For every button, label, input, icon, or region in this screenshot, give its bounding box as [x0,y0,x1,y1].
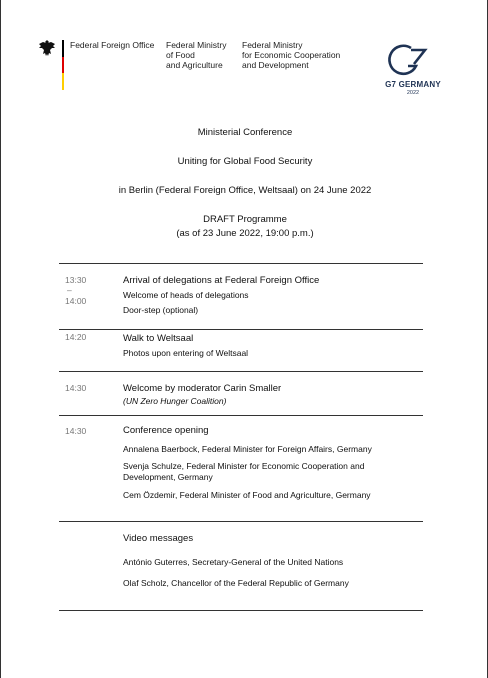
programme-item-line: Photos upon entering of Weltsaal [123,348,249,358]
time-dash: – [67,285,72,295]
conference-type: Ministerial Conference [197,127,293,138]
programme-item-line: Annalena Baerbock, Federal Minister for Foreign Affairs, Germany [123,444,372,454]
conference-location-date: in Berlin (Federal Foreign Office, Weltsaal) on 24 June 2022 [118,185,372,196]
programme-item-line: Door-step (optional) [123,305,199,315]
ministry-foreign-office: Federal Foreign Office [70,40,155,50]
programme-item-line: Development, Germany [123,472,213,482]
programme-item-line: Olaf Scholz, Chancellor of the Federal Republic of Germany [123,578,349,588]
ministry-food-agriculture: Federal Ministry of Food and Agriculture [166,40,227,70]
time-start: 14:30 [65,426,87,436]
programme-item-title: Video messages [123,533,194,544]
table-divider [59,371,423,372]
g7-year: 2022 [406,90,420,96]
programme-version: (as of 23 June 2022, 19:00 p.m.) [176,228,314,239]
programme-item-line: (UN Zero Hunger Coalition) [123,396,227,406]
german-flag-stripe [62,40,64,90]
table-divider [59,521,423,522]
time-start: 14:30 [65,383,87,393]
programme-item-line: Svenja Schulze, Federal Minister for Economic Cooperation and [123,461,365,471]
ministry-economic-cooperation: Federal Ministry for Economic Cooperation and Development [242,40,341,70]
programme-item-line: Cem Özdemir, Federal Minister of Food and Agriculture, Germany [123,490,371,500]
table-divider [59,329,423,330]
programme-item-title: Walk to Weltsaal [123,333,194,344]
table-divider [59,263,423,264]
time-start: 14:20 [65,332,87,342]
table-divider [59,415,423,416]
programme-heading: DRAFT Programme [203,214,287,225]
programme-item-title: Arrival of delegations at Federal Foreign Office [123,275,320,286]
programme-item-title: Conference opening [123,425,209,436]
time-start: 13:30 [65,275,87,285]
table-divider [59,610,423,611]
time-end: 14:00 [65,296,87,306]
programme-item-line: Welcome of heads of delegations [123,290,249,300]
g7-label: G7 GERMANY [385,80,441,89]
programme-item-line: António Guterres, Secretary-General of the United Nations [123,557,344,567]
conference-title: Uniting for Global Food Security [177,156,313,167]
federal-eagle-icon [37,38,57,58]
programme-item-title: Welcome by moderator Carin Smaller [123,383,282,394]
